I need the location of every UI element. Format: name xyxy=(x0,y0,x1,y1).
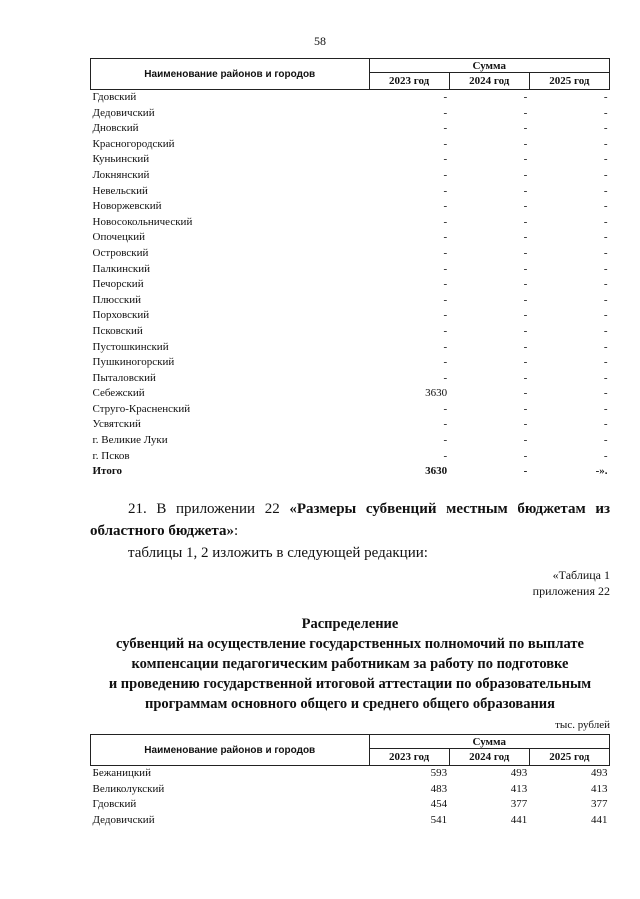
row-name: Псковский xyxy=(92,324,143,337)
table-row xyxy=(91,449,610,465)
row-name: Новосокольнический xyxy=(92,215,193,228)
table-row xyxy=(91,90,610,106)
value-2023: - xyxy=(443,200,448,213)
value-2023: 483 xyxy=(430,782,448,795)
value-2025: - xyxy=(603,402,608,415)
table-1-year-2024: 2024 год xyxy=(449,73,529,90)
value-2023: 454 xyxy=(430,798,448,811)
row-name: г. Великие Луки xyxy=(92,434,168,447)
unit-label: тыс. рублей xyxy=(555,719,610,731)
value-2024: - xyxy=(523,200,528,213)
table-row xyxy=(91,371,610,387)
table-row xyxy=(91,433,610,449)
table-row xyxy=(91,766,610,782)
value-2024: - xyxy=(523,168,528,181)
value-2023: - xyxy=(443,106,448,119)
table-reference-line2: приложения 22 xyxy=(532,584,610,598)
value-2024: - xyxy=(523,106,528,119)
row-name: Островский xyxy=(92,246,149,259)
value-2025: 413 xyxy=(591,782,608,795)
heading-line5: программам основного общего и среднего общего образования xyxy=(144,696,555,712)
table-row xyxy=(91,308,610,324)
value-2023: - xyxy=(443,309,448,322)
value-2025: 377 xyxy=(591,798,608,811)
table-row xyxy=(91,797,610,813)
heading-line3: компенсации педагогическим работникам за работу по подготовке xyxy=(131,656,569,672)
value-2025: - xyxy=(603,200,608,213)
table-1-sum-header: Сумма xyxy=(369,59,609,73)
value-2023: - xyxy=(443,215,448,228)
table-row xyxy=(91,184,610,200)
row-name: Дновский xyxy=(92,122,139,135)
value-2025: - xyxy=(603,324,608,337)
amendment-second-line: таблицы 1, 2 изложить в следующей редакции: xyxy=(128,545,428,561)
table-row xyxy=(91,402,610,418)
value-2025: - xyxy=(603,91,608,103)
value-2023: - xyxy=(443,449,448,462)
table-row xyxy=(91,386,610,402)
row-name: Итого xyxy=(92,465,123,478)
row-name: Печорский xyxy=(92,278,144,291)
value-2025: - xyxy=(603,293,608,306)
value-2025: - xyxy=(603,122,608,135)
table-2-year-2025: 2025 год xyxy=(529,749,609,766)
row-name: Опочецкий xyxy=(92,231,145,244)
heading-line1: Распределение xyxy=(301,616,399,632)
table-row xyxy=(91,262,610,278)
row-name: Локнянский xyxy=(92,168,150,181)
amendment-lead-text: 21. В приложении 22 xyxy=(128,501,290,517)
value-2023: 3630 xyxy=(425,465,448,478)
value-2024: - xyxy=(523,262,528,275)
table-row xyxy=(91,215,610,231)
value-2023: - xyxy=(443,434,448,447)
table-row xyxy=(91,340,610,356)
heading-line4: и проведению государственной итоговой аттестации по образовательным xyxy=(108,676,592,692)
value-2024: - xyxy=(523,309,528,322)
value-2024: - xyxy=(523,293,528,306)
value-2023: - xyxy=(443,231,448,244)
table-2-year-2024: 2024 год xyxy=(449,749,529,766)
value-2024: - xyxy=(523,278,528,291)
row-name: Себежский xyxy=(92,387,145,400)
table-row xyxy=(91,813,610,829)
table-1-body xyxy=(91,90,610,480)
value-2023: - xyxy=(443,340,448,353)
amendment-lead-tail: : xyxy=(233,523,239,539)
table-row xyxy=(91,464,610,480)
amendment-lead xyxy=(90,498,610,542)
table-row xyxy=(91,121,610,137)
row-name: Струго-Красненский xyxy=(92,402,191,415)
row-name: Бежаницкий xyxy=(92,767,151,779)
row-name: г. Псков xyxy=(92,449,130,462)
row-name: Невельский xyxy=(92,184,148,197)
value-2025: - xyxy=(603,418,608,431)
table-1-year-2023: 2023 год xyxy=(369,73,449,90)
value-2024: - xyxy=(523,465,528,478)
amendment-paragraph xyxy=(90,498,610,564)
value-2025: - xyxy=(603,106,608,119)
table-2-year-2023: 2023 год xyxy=(369,749,449,766)
table-reference-line1: «Таблица 1 xyxy=(552,568,610,582)
value-2023: - xyxy=(443,324,448,337)
value-2023: - xyxy=(443,418,448,431)
table-reference xyxy=(533,567,610,599)
value-2024: - xyxy=(523,246,528,259)
table-row xyxy=(91,199,610,215)
row-name: Красногородский xyxy=(92,137,175,150)
value-2023: 593 xyxy=(430,767,448,779)
value-2024: - xyxy=(523,356,528,369)
value-2024: - xyxy=(523,91,528,103)
row-name: Плюсский xyxy=(92,293,142,306)
value-2024: 413 xyxy=(510,782,528,795)
value-2024: - xyxy=(523,137,528,150)
value-2024: - xyxy=(523,387,528,400)
value-2025: - xyxy=(603,168,608,181)
value-2025: - xyxy=(603,434,608,447)
table-2-sum-header: Сумма xyxy=(369,735,609,749)
row-name: Усвятский xyxy=(92,418,141,431)
value-2024: - xyxy=(523,371,528,384)
row-name: Дедовичский xyxy=(92,106,155,119)
value-2025: - xyxy=(603,449,608,462)
value-2024: - xyxy=(523,402,528,415)
row-name: Палкинский xyxy=(92,262,151,275)
value-2023: - xyxy=(443,184,448,197)
table-1 xyxy=(90,58,610,480)
table-row xyxy=(91,782,610,798)
table-row xyxy=(91,293,610,309)
value-2023: - xyxy=(443,278,448,291)
heading-line2: субвенций на осуществление государственных полномочий по выплате xyxy=(116,636,584,652)
value-2023: - xyxy=(443,91,448,103)
table-row xyxy=(91,277,610,293)
value-2025: - xyxy=(603,246,608,259)
table-row xyxy=(91,324,610,340)
row-name: Куньинский xyxy=(92,153,150,166)
value-2024: 377 xyxy=(510,798,528,811)
table-row xyxy=(91,417,610,433)
row-name: Порховский xyxy=(92,309,150,322)
value-2024: - xyxy=(523,122,528,135)
row-name: Пушкиногорский xyxy=(92,356,175,369)
value-2025: - xyxy=(603,387,608,400)
value-2025: 441 xyxy=(591,813,608,826)
value-2025: -». xyxy=(595,465,608,478)
value-2023: - xyxy=(443,356,448,369)
value-2023: 541 xyxy=(430,813,448,826)
value-2024: 493 xyxy=(510,767,528,779)
value-2025: - xyxy=(603,215,608,228)
row-name: Великолукский xyxy=(92,782,165,795)
value-2023: - xyxy=(443,402,448,415)
table-row xyxy=(91,355,610,371)
table-row xyxy=(91,230,610,246)
value-2025: - xyxy=(603,137,608,150)
table-2-body xyxy=(91,766,610,829)
table-1-year-2025: 2025 год xyxy=(529,73,609,90)
row-name: Дедовичский xyxy=(92,813,155,826)
table-1-name-header: Наименование районов и городов xyxy=(91,59,370,90)
value-2025: - xyxy=(603,231,608,244)
table-row xyxy=(91,137,610,153)
value-2024: - xyxy=(523,340,528,353)
value-2025: - xyxy=(603,262,608,275)
value-2025: - xyxy=(603,309,608,322)
page-number: 58 xyxy=(314,34,326,48)
row-name: Гдовский xyxy=(92,91,137,103)
value-2023: - xyxy=(443,137,448,150)
value-2023: - xyxy=(443,168,448,181)
value-2023: - xyxy=(443,293,448,306)
table-row xyxy=(91,246,610,262)
value-2024: - xyxy=(523,449,528,462)
value-2025: - xyxy=(603,356,608,369)
table-row xyxy=(91,106,610,122)
value-2023: - xyxy=(443,262,448,275)
row-name: Пыталовский xyxy=(92,371,156,384)
value-2025: - xyxy=(603,153,608,166)
table-row xyxy=(91,152,610,168)
value-2024: - xyxy=(523,215,528,228)
value-2025: - xyxy=(603,184,608,197)
row-name: Гдовский xyxy=(92,798,137,811)
value-2024: - xyxy=(523,231,528,244)
section-heading xyxy=(80,614,620,714)
value-2025: - xyxy=(603,278,608,291)
value-2024: 441 xyxy=(510,813,528,826)
table-row xyxy=(91,168,610,184)
table-2-name-header: Наименование районов и городов xyxy=(91,735,370,766)
value-2024: - xyxy=(523,153,528,166)
value-2023: - xyxy=(443,246,448,259)
row-name: Новоржевский xyxy=(92,200,162,213)
value-2023: - xyxy=(443,153,448,166)
value-2024: - xyxy=(523,434,528,447)
value-2023: - xyxy=(443,122,448,135)
table-2 xyxy=(90,734,610,828)
value-2024: - xyxy=(523,324,528,337)
value-2024: - xyxy=(523,184,528,197)
value-2024: - xyxy=(523,418,528,431)
value-2023: - xyxy=(443,371,448,384)
value-2025: 493 xyxy=(591,767,608,779)
value-2023: 3630 xyxy=(425,387,448,400)
value-2025: - xyxy=(603,371,608,384)
value-2025: - xyxy=(603,340,608,353)
amendment-title-bold: «Размеры субвенций местным бюджетам из областного бюджета» xyxy=(90,501,611,539)
row-name: Пустошкинский xyxy=(92,340,169,353)
